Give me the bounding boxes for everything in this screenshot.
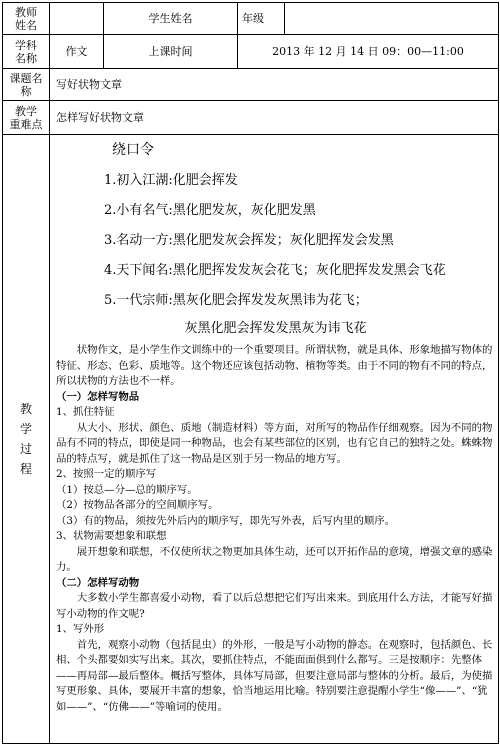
lesson-plan-table [2,2,499,744]
topic-value: 写好状物文章 [50,69,499,101]
subsection-heading: 1、抓住特征 [56,406,115,418]
intro-paragraph: 状物作文，是小学生作文训练中的一个重要项目。所谓状物，就是具体、形象地描写物体的特征、形态、色彩、质地等。这个物还应该包括动物、植物等类。由于不同的物有不同的特点，所以状物的方法也不一样。 [56,344,493,387]
header-row-1 [3,3,499,35]
paragraph: 大多数小学生都喜爱小动物，看了以后总想把它们写出来来。到底用什么方法，才能写好描写小动物的作文呢? [56,592,493,620]
class-time-label: 上课时间 [104,35,238,69]
teacher-name-value [50,3,104,35]
paragraph: 展开想象和联想，不仅使所状之物更加具体生动，还可以开拓作品的意境，增强文章的感染力。 [56,545,493,573]
header-row-4 [3,101,499,135]
tongue-twister-last-line: 灰黑化肥会挥发发黑灰为讳飞花 [184,321,367,336]
list-item: （2）按物品各部分的空间顺序写。 [56,499,219,511]
key-points-label: 教学 重难点 [3,101,50,135]
key-points-value: 怎样写好状物文章 [50,101,499,135]
grade-label: 年级 [238,3,285,35]
tongue-twister-line: 5.一代宗师:黑灰化肥会挥发发灰黑讳为花飞； [104,293,368,308]
teaching-process-row [3,135,499,744]
teaching-process-content [50,135,499,744]
list-item: （3）有的物品，须按先外后内的顺序写，即先写外表，后写内里的顺序。 [56,514,396,527]
section-1-heading: （一）怎样写物品 [56,390,140,403]
header-row-2 [3,35,499,69]
tongue-twister-line: 1.初入江湖:化肥会挥发 [104,173,238,188]
paragraph: 从大小、形状、颜色、质地（制造材料）等方面，对所写的物品作仔细观察。因为不同的物品有不同的特点，即使是同一种物品，也会有某些部位的区别，也有它自己的独特之处。蛛蛛物品的特点写，就是抓住了这一物品是区别于另一物品的地方写。 [56,421,493,465]
subsection-heading: 3、状物需要想象和联想 [56,530,167,542]
subsection-heading: 1、写外形 [56,623,105,635]
tongue-twister-title: 绕口令 [112,142,154,158]
list-item: （1）按总—分—总的顺序写。 [56,483,198,496]
paragraph: 首先，观察小动物（包括昆虫）的外形，一般是写小动物的静态。在观察时，包括颜色、长相、个头都要如实写出来。其次，要抓住特点，不能面面俱到什么都写。三是按顺序：先整体——再局部—最后整体。概括写整体，具体写局部，但要注意局部与整体的分析。最后，为使描写更形象、具体，要展开丰富的想象，恰当地运用比喻。特别要注意提醒小学生“像——”、“犹如——”、“仿佛——”等喻词的使用。 [56,638,493,713]
class-time-value: 2013 年 12 月 14 日 09：00—11:00 [238,35,499,69]
subsection-heading: 2、按照一定的顺序写 [56,468,157,480]
tongue-twister-line: 3.名动一方:黑化肥发灰会挥发；灰化肥挥发会发黑 [104,233,394,248]
topic-label: 课题名 称 [3,69,50,101]
tongue-twister-line: 2.小有名气:黑化肥发灰，灰化肥发黑 [104,203,316,218]
subject-value: 作文 [50,35,104,69]
header-row-3 [3,69,499,101]
teaching-process-label: 教 学 过 程 [3,135,50,744]
teacher-name-label: 教师 姓名 [3,3,50,35]
section-2-heading: （二）怎样写动物 [56,576,140,589]
tongue-twister-line: 4.天下闻名:黑化肥挥发发灰会花飞；灰化肥挥发发黑会飞花 [104,263,446,278]
student-name-label: 学生姓名 [104,3,238,35]
grade-value [285,3,499,35]
subject-label: 学科 名称 [3,35,50,69]
